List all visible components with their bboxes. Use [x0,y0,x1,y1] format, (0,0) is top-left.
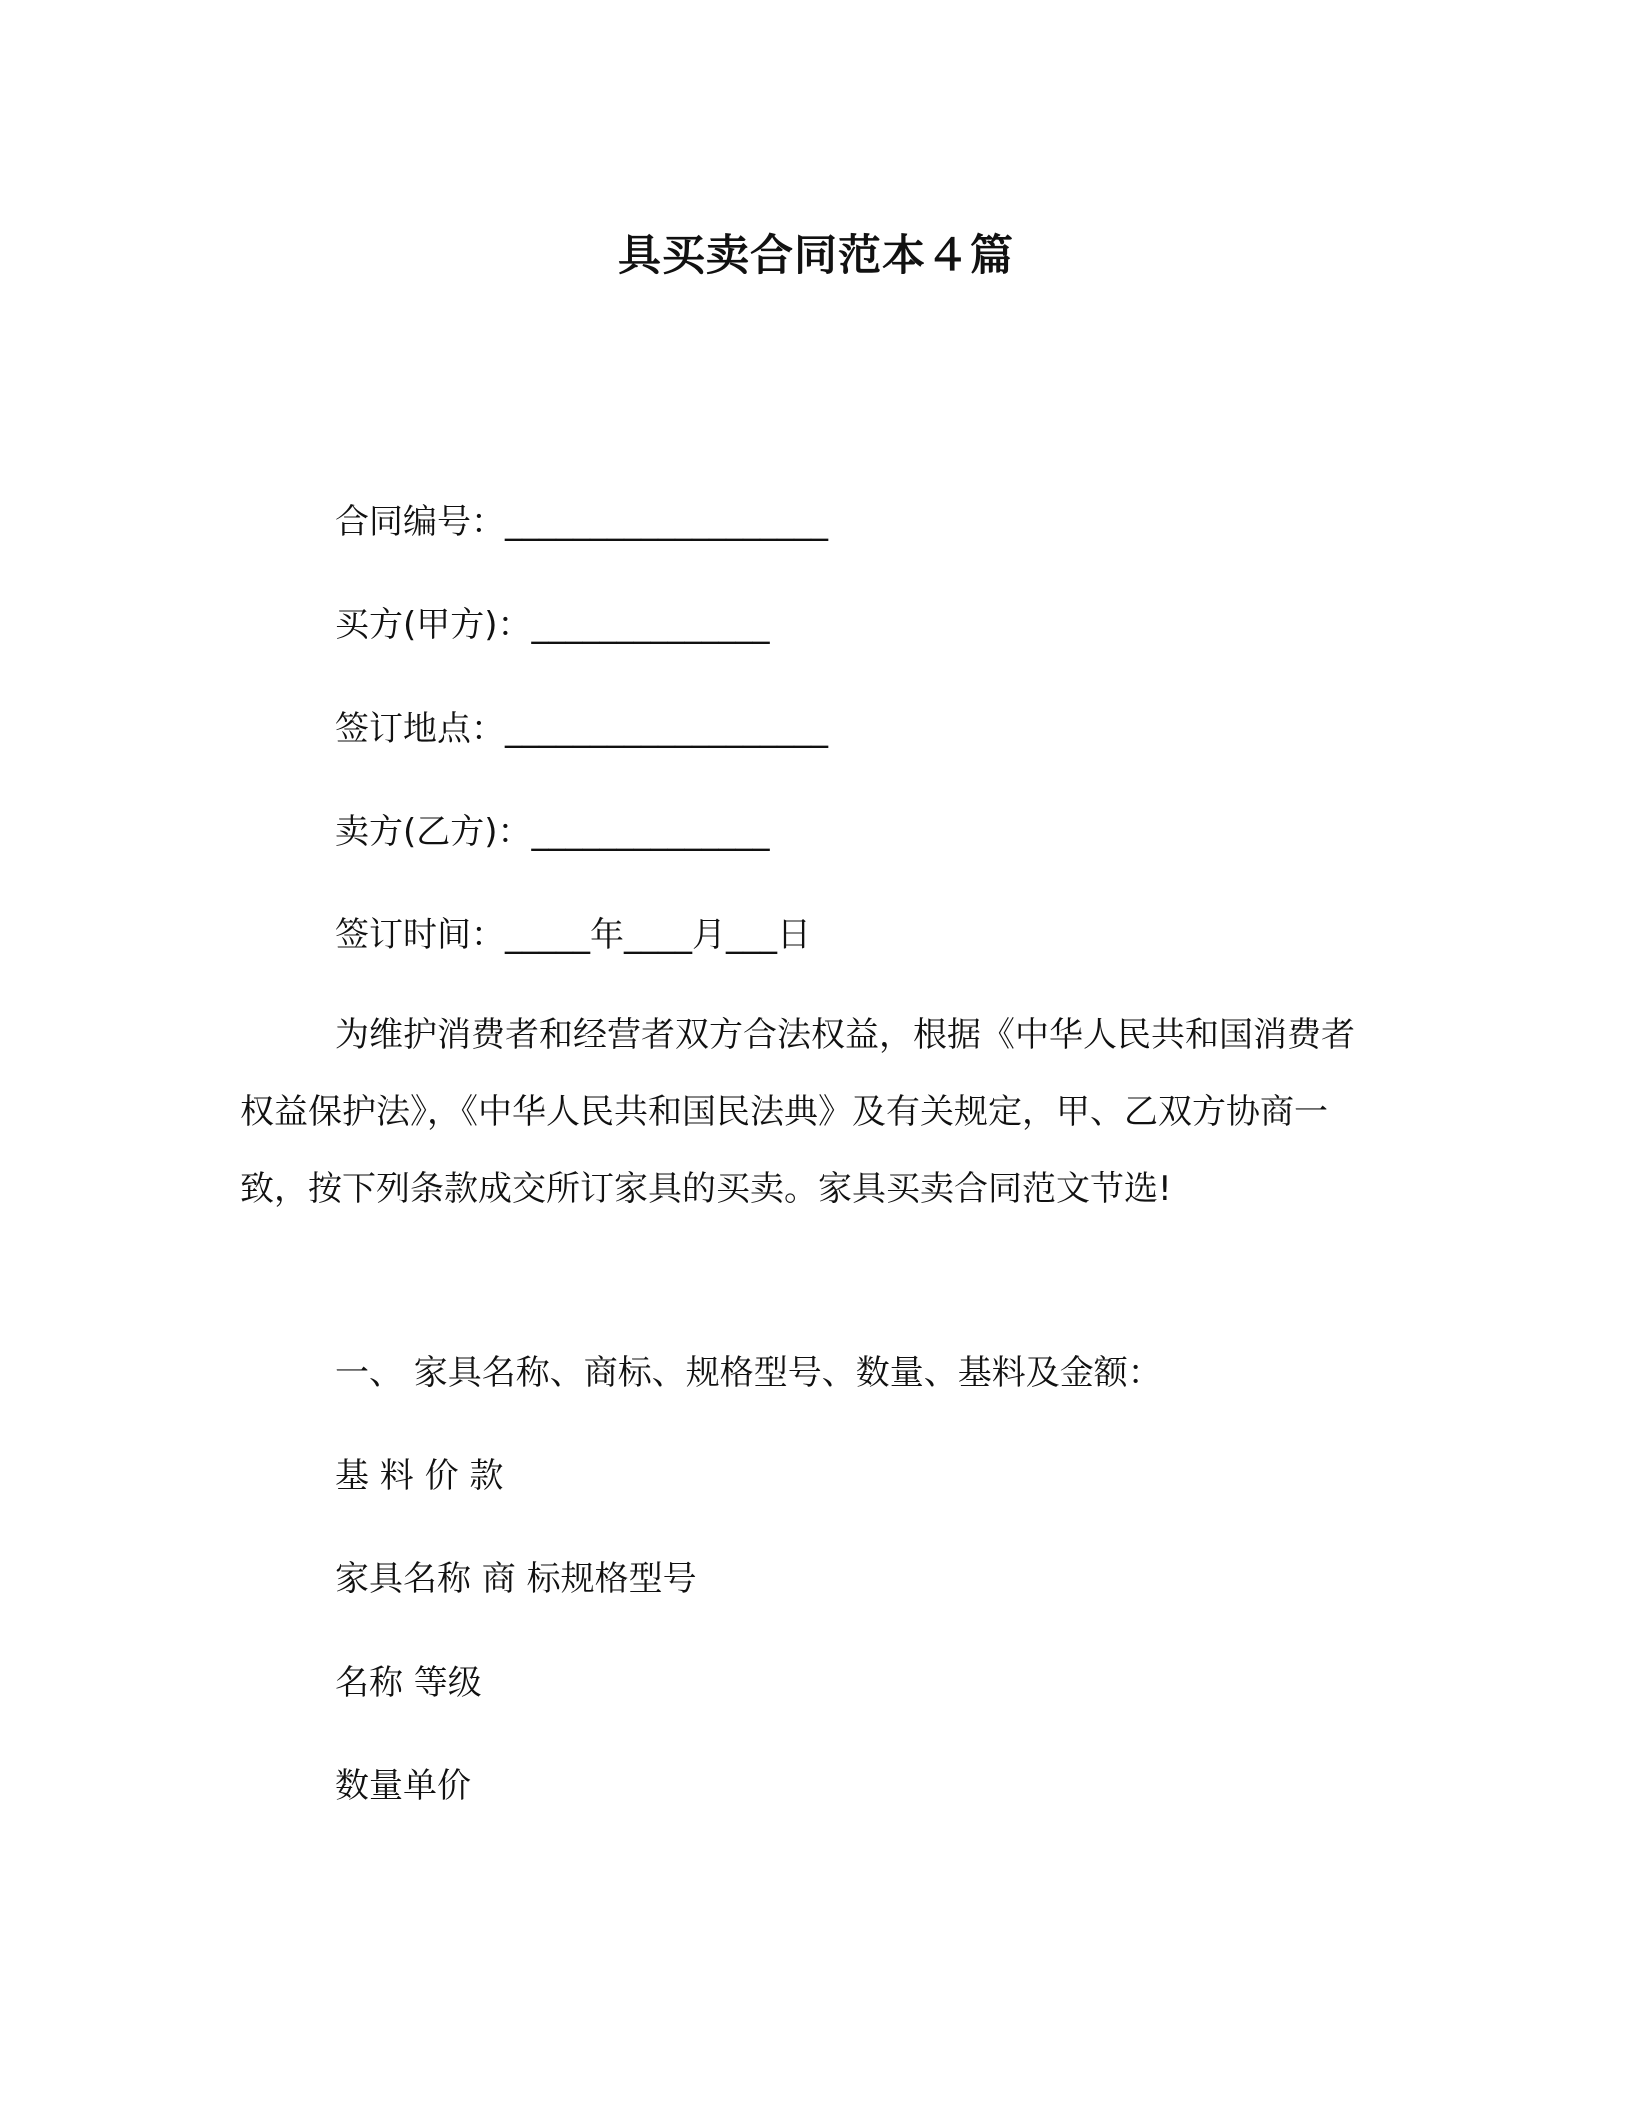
table-line-2: 家具名称 商 标规格型号 [335,1559,697,1599]
buyer-field: 买方(甲方)：______________ [335,605,770,645]
table-line-1: 基 料 价 款 [335,1456,504,1496]
seller-field: 卖方(乙方)：______________ [335,812,770,852]
intro-text: 为维护消费者和经营者双方合法权益，根据《中华人民共和国消费者权益保护法》，《中华人民共和国民法典》及有关规定，甲、乙双方协商一致，按下列条款成交所订家具的买卖。家具买卖合同范文节选! [240,1015,1355,1209]
table-line-4: 数量单价 [335,1766,471,1806]
section-1-heading: 一、 家具名称、商标、规格型号、数量、基料及金额： [335,1353,1162,1393]
intro-paragraph [240,997,1380,1228]
signing-place-field: 签订地点：___________________ [335,709,828,749]
document-title: 具买卖合同范本４篇 [618,231,1014,281]
table-line-3: 名称 等级 [335,1663,482,1703]
contract-number-field: 合同编号：___________________ [335,502,828,542]
signing-date-field: 签订时间：_____年____月___日 [335,915,811,955]
